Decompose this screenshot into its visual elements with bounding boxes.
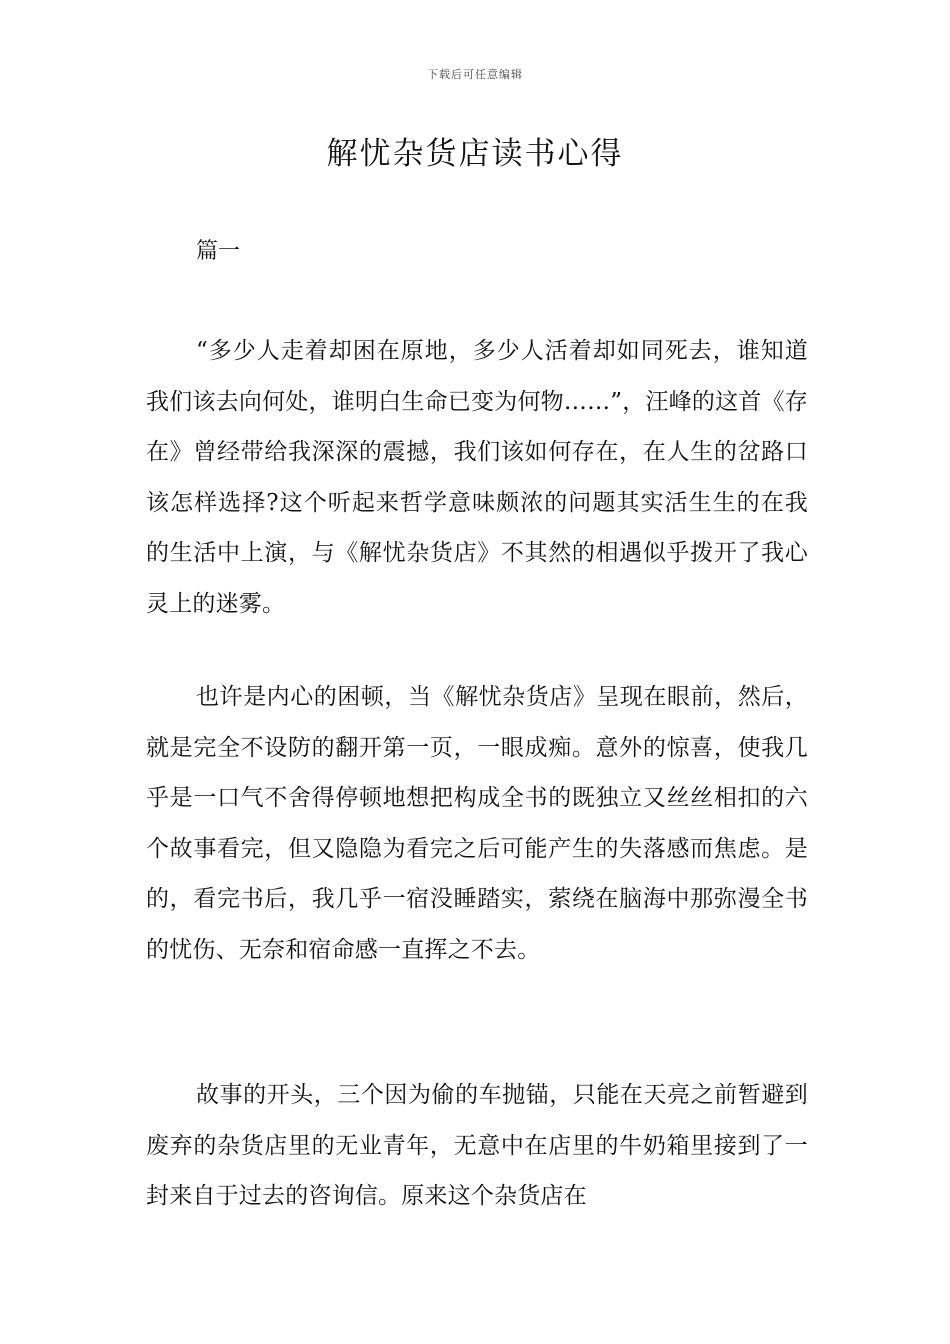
paragraph-2: 也许是内心的困顿，当《解忧杂货店》呈现在眼前，然后，就是完全不设防的翻开第一页，一眼成痴。意外的惊喜，使我几乎是一口气不舍得停顿地想把构成全书的既独立又丝丝相扣的六个故事看完，但又隐隐为看完之后可能产生的失落感而焦虑。是的，看完书后，我几乎一宿没睡踏实，萦绕在脑海中那弥漫全书的忧伤、无奈和宿命感一直挥之不去。 bbox=[146, 684, 808, 963]
paragraph-3: 故事的开头，三个因为偷的车抛锚，只能在天亮之前暂避到废弃的杂货店里的无业青年，无意中在店里的牛奶箱里接到了一封来自于过去的咨询信。原来这个杂货店在 bbox=[146, 1082, 808, 1209]
page-header-note: 下载后可任意编辑 bbox=[427, 68, 523, 81]
document-title: 解忧杂货店读书心得 bbox=[326, 136, 624, 172]
paragraph-1: “多少人走着却困在原地，多少人活着却如同死去，谁知道我们该去向何处，谁明白生命已变为何物……”，汪峰的这首《存在》曾经带给我深深的震撼，我们该如何存在，在人生的岔路口该怎样选择?这个听起来哲学意味颇浓的问题其实活生生的在我的生活中上演，与《解忧杂货店》不其然的相遇似乎拨开了我心灵上的迷雾。 bbox=[146, 338, 808, 617]
section-label: 篇一 bbox=[196, 239, 241, 264]
